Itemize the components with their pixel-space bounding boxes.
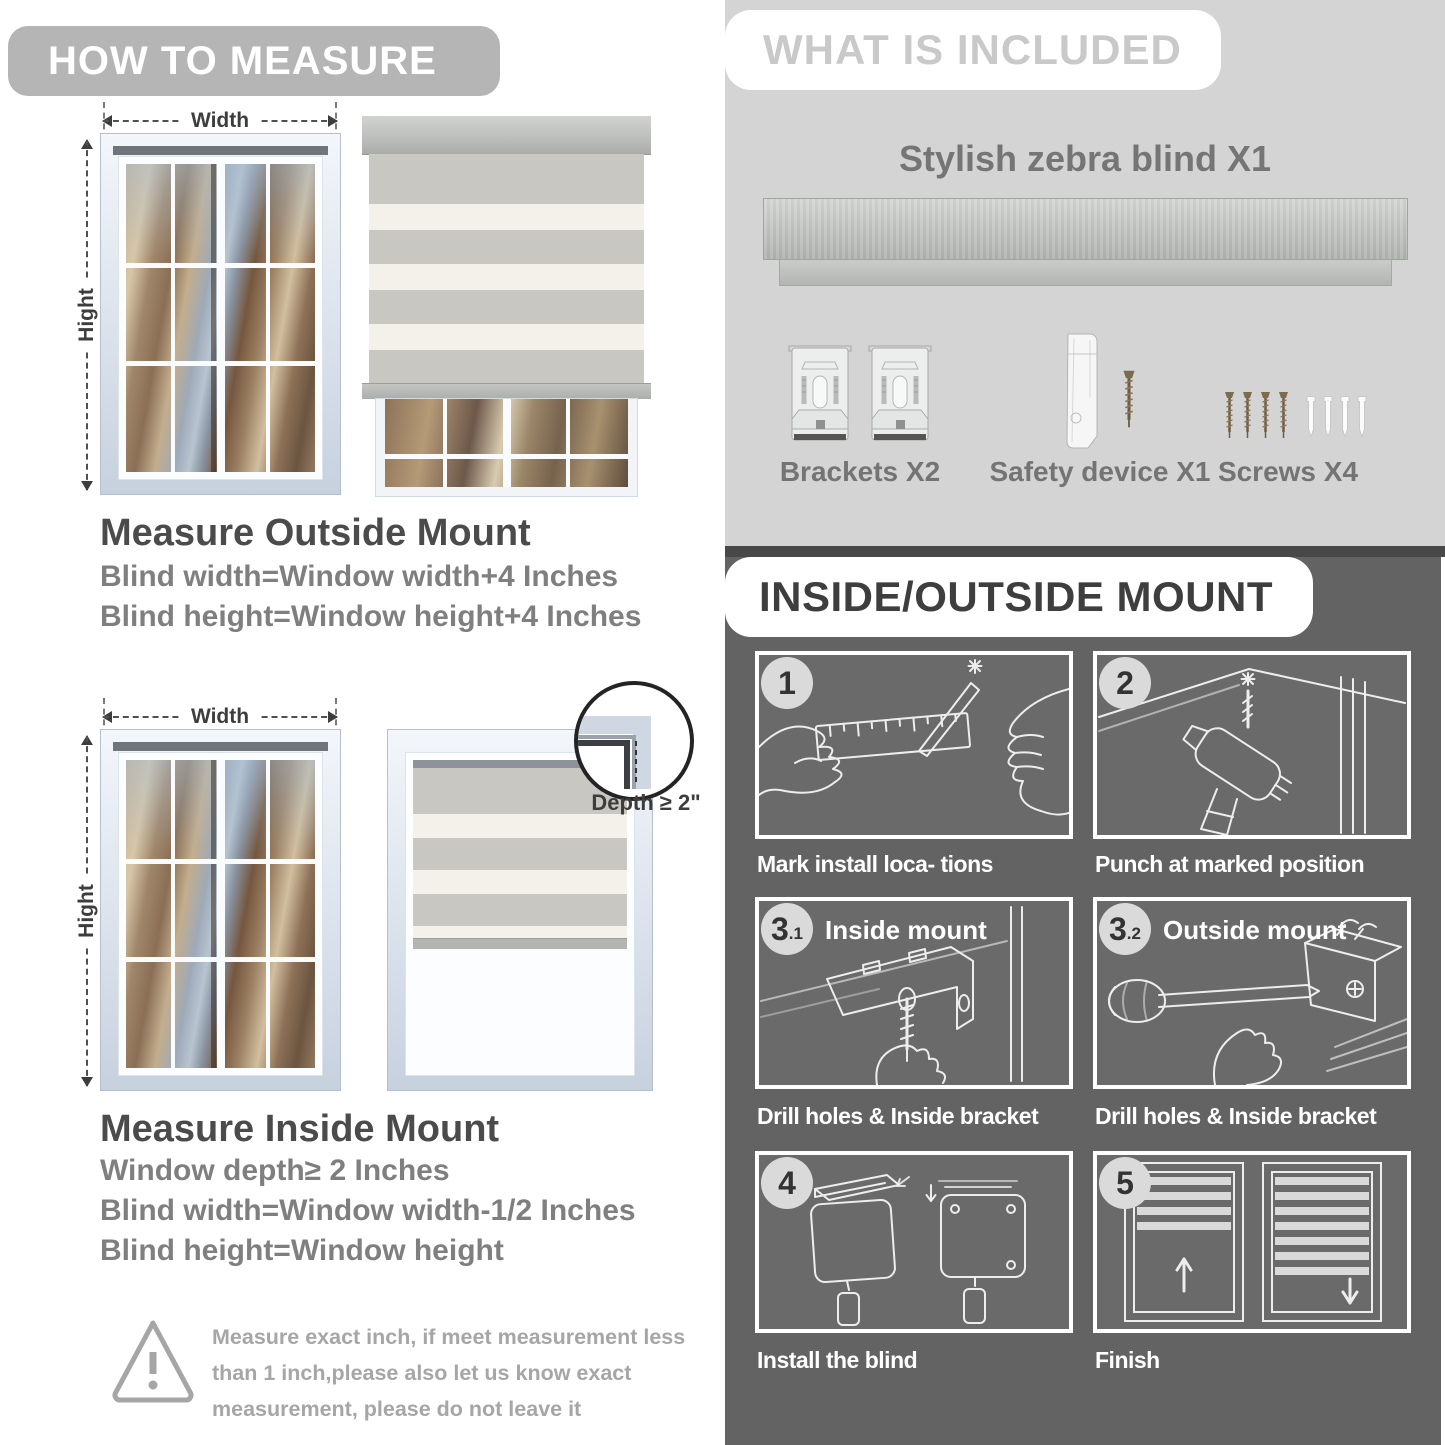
inside-outside-mount-section bbox=[725, 557, 1441, 1445]
headrail-bar bbox=[763, 198, 1408, 260]
window-sash bbox=[118, 156, 323, 480]
warning-text: than 1 inch,please also let us know exact bbox=[212, 1361, 632, 1385]
outside-width-formula: Blind width=Window width+4 Inches bbox=[100, 560, 619, 593]
height-label: Hight bbox=[76, 279, 98, 351]
what-is-included-section bbox=[725, 0, 1445, 546]
what-is-included-title: WHAT IS INCLUDED bbox=[763, 26, 1182, 73]
window-illustration bbox=[100, 133, 341, 495]
brushed-texture bbox=[764, 199, 1407, 259]
width-arrow bbox=[103, 110, 337, 132]
brackets-label: Brackets X2 bbox=[779, 456, 941, 487]
window-muntin bbox=[266, 760, 270, 1068]
how-to-measure-title: HOW TO MEASURE bbox=[48, 38, 437, 83]
step-number: 3 bbox=[771, 911, 789, 947]
wall-anchor-icon bbox=[1339, 394, 1351, 439]
window-illustration bbox=[100, 729, 341, 1091]
step-number: 4 bbox=[778, 1165, 796, 1201]
width-label: Width bbox=[182, 110, 258, 132]
window-glass-reflection bbox=[126, 164, 315, 472]
window-corner-detail bbox=[578, 685, 682, 789]
window-muntin bbox=[171, 760, 175, 1068]
drainpipe-reflection bbox=[211, 760, 216, 1068]
section-divider bbox=[725, 546, 1445, 557]
window-muntin bbox=[566, 399, 570, 487]
step3-1-caption: Drill holes & Inside bracket bbox=[757, 1103, 1039, 1129]
window-roller-strip bbox=[113, 742, 328, 751]
window-under-blind bbox=[375, 398, 638, 497]
screw-icon bbox=[1223, 390, 1236, 440]
step-panel-5 bbox=[1093, 1151, 1411, 1333]
blind-bottom-rail bbox=[413, 938, 627, 949]
zebra-blind-headrail-image bbox=[763, 198, 1408, 290]
screw-icon bbox=[1259, 390, 1272, 440]
safety-device-icon bbox=[1061, 330, 1103, 452]
window-glass-reflection bbox=[385, 399, 628, 487]
window-muntin bbox=[126, 957, 315, 962]
step-panel-4 bbox=[755, 1151, 1073, 1333]
step-number-badge bbox=[761, 903, 813, 955]
warning-text: Measure exact inch, if meet measurement less bbox=[212, 1325, 686, 1349]
step-panel-3-2 bbox=[1093, 897, 1411, 1089]
screw-icon bbox=[1277, 390, 1290, 440]
wall-anchor-icon bbox=[1305, 394, 1317, 439]
step-substep: .2 bbox=[1126, 924, 1141, 943]
step-panel-2 bbox=[1093, 651, 1411, 839]
step-number-badge bbox=[1099, 657, 1151, 709]
wall-anchor-icon bbox=[1356, 394, 1368, 439]
height-label: Hight bbox=[76, 875, 98, 947]
inside-width-formula: Blind width=Window width-1/2 Inches bbox=[100, 1194, 636, 1227]
screw-icon bbox=[1241, 390, 1254, 440]
zebra-blind-outside-mount-illustration bbox=[362, 116, 651, 497]
height-arrow bbox=[76, 736, 98, 1086]
warning-text: measurement, please do not leave it bbox=[212, 1397, 582, 1421]
step-number-badge bbox=[1099, 903, 1151, 955]
how-to-measure-header bbox=[8, 26, 500, 96]
bracket-icon bbox=[867, 338, 933, 448]
step2-caption: Punch at marked position bbox=[1095, 851, 1365, 877]
depth-label: Depth ≥ 2" bbox=[591, 790, 701, 815]
step-number: 2 bbox=[1116, 665, 1134, 701]
blind-zebra-fabric bbox=[369, 154, 644, 383]
product-label: Stylish zebra blind X1 bbox=[898, 138, 1272, 179]
window-muntin bbox=[126, 263, 315, 268]
window-muntin bbox=[126, 859, 315, 864]
width-label: Width bbox=[182, 706, 258, 728]
step3-1-title: Inside mount bbox=[825, 915, 987, 945]
wall-anchor-icon bbox=[1322, 394, 1334, 439]
window-sash bbox=[118, 752, 323, 1076]
window-muntin bbox=[217, 760, 225, 1068]
safety-device-label: Safety device X1 bbox=[989, 456, 1211, 487]
drainpipe-reflection bbox=[211, 164, 216, 472]
window-muntin bbox=[217, 164, 225, 472]
window-roller-strip bbox=[113, 146, 328, 155]
blind-bottom-rail bbox=[362, 383, 651, 399]
inside-mount-heading: Measure Inside Mount bbox=[100, 1108, 500, 1150]
step-number: 5 bbox=[1116, 1165, 1134, 1201]
window-muntin bbox=[171, 164, 175, 472]
window-muntin bbox=[385, 454, 628, 459]
step-number: 3 bbox=[1109, 911, 1127, 947]
warning-triangle-icon bbox=[110, 1316, 196, 1406]
step-number-badge bbox=[761, 1157, 813, 1209]
step3-2-title: Outside mount bbox=[1163, 915, 1347, 945]
depth-magnifier-icon bbox=[574, 681, 694, 801]
window-muntin bbox=[503, 399, 511, 487]
step1-caption: Mark install loca- tions bbox=[757, 851, 993, 877]
width-arrow bbox=[103, 706, 337, 728]
outside-height-formula: Blind height=Window height+4 Inches bbox=[100, 600, 642, 633]
window-muntin bbox=[126, 361, 315, 366]
height-arrow bbox=[76, 140, 98, 490]
step3-2-caption: Drill holes & Inside bracket bbox=[1095, 1103, 1377, 1129]
step-substep: .1 bbox=[788, 924, 803, 943]
window-glass-reflection bbox=[126, 760, 315, 1068]
step5-caption: Finish bbox=[1095, 1347, 1160, 1373]
screws-label: Screws X4 bbox=[1217, 456, 1359, 487]
outside-mount-heading: Measure Outside Mount bbox=[100, 512, 531, 554]
screw-icon bbox=[1121, 366, 1137, 432]
step-number: 1 bbox=[778, 665, 796, 701]
bracket-icon bbox=[787, 338, 853, 448]
step-number-badge bbox=[1099, 1157, 1151, 1209]
window-muntin bbox=[266, 164, 270, 472]
blind-headrail bbox=[362, 116, 651, 155]
step-panel-3-1 bbox=[755, 897, 1073, 1089]
step-number-badge bbox=[761, 657, 813, 709]
inside-outside-mount-header bbox=[725, 557, 1313, 637]
headrail-bottom-rail bbox=[779, 260, 1392, 286]
inside-outside-mount-title: INSIDE/OUTSIDE MOUNT bbox=[759, 573, 1274, 620]
step-panel-1 bbox=[755, 651, 1073, 839]
step4-caption: Install the blind bbox=[757, 1347, 918, 1373]
window-muntin bbox=[443, 399, 447, 487]
inside-height-formula: Blind height=Window height bbox=[100, 1234, 504, 1267]
what-is-included-header bbox=[725, 10, 1221, 90]
inside-depth-formula: Window depth≥ 2 Inches bbox=[100, 1154, 450, 1187]
